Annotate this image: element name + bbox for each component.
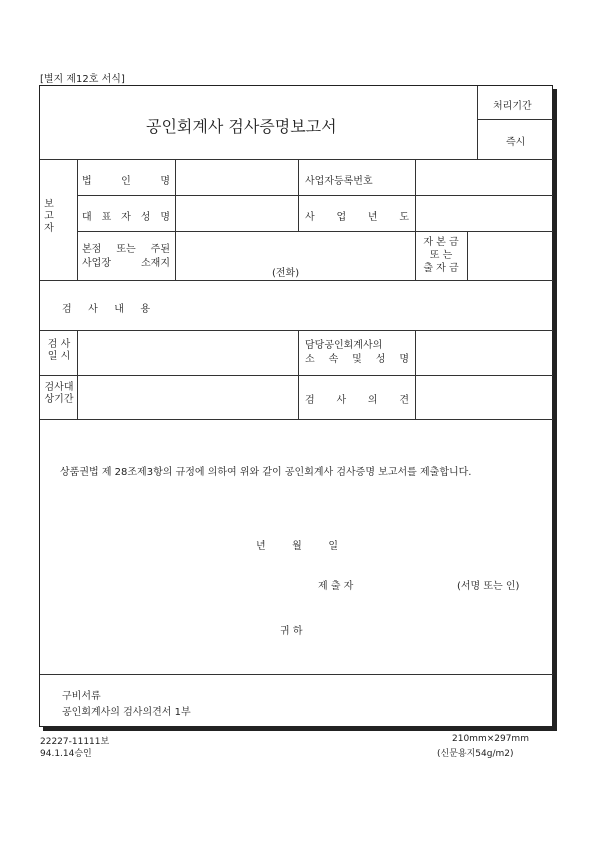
form-frame: [39, 85, 553, 727]
recipient-label: 귀 하: [280, 626, 303, 637]
representative-name-label: 대 표 자 성 명: [82, 212, 170, 223]
business-year-label: 사 업 년 도: [305, 212, 409, 223]
hq-address-label-line1: 본점 또는 주된: [82, 244, 170, 255]
attachments-item: 공인회계사의 검사의견서 1부: [62, 707, 191, 718]
inspection-content-label: 검 사 내 용: [62, 304, 150, 315]
corp-name-label: 법 인 명: [82, 176, 170, 187]
form-number: [별지 제12호 서식]: [40, 74, 125, 85]
processing-period-value: 즉시: [506, 137, 526, 148]
processing-period-label: 처리기간: [493, 101, 532, 112]
submitter-label: 제 출 자: [318, 581, 354, 592]
cpa-affiliation-label-line1: 담당공인회계사의: [305, 340, 383, 351]
footer-form-code: 22227-11111보: [40, 737, 110, 747]
submission-statement: 상품권법 제 28조제3항의 규정에 의하여 위와 같이 공인회계사 검사증명 보고서를 제출합니다.: [60, 467, 472, 478]
inspection-date-label: 검 사 일 시: [47, 339, 71, 362]
biz-reg-number-label: 사업자등록번호: [305, 176, 373, 187]
capital-label: 자 본 금 또 는 출 자 금: [423, 237, 459, 274]
footer-paper-type: (신문용지54g/m2): [437, 749, 514, 759]
inspection-target-period-label: 검사대 상기간: [44, 382, 74, 405]
footer-paper-size: 210mm×297mm: [452, 734, 529, 744]
footer-approval-date: 94.1.14승인: [40, 749, 92, 759]
phone-label: (전화): [272, 268, 300, 279]
inspection-opinion-label: 검 사 의 견: [305, 395, 409, 406]
cpa-affiliation-label-line2: 소 속 및 성 명: [305, 354, 409, 365]
hq-address-label-line2: 사업장 소재지: [82, 258, 170, 269]
form-title: 공인회계사 검사증명보고서: [146, 117, 337, 136]
signature-note: (서명 또는 인): [457, 581, 520, 592]
reporter-group-label: 보 고 자: [44, 199, 54, 234]
attachments-title: 구비서류: [62, 691, 101, 702]
date-line: 년 월 일: [256, 541, 338, 552]
